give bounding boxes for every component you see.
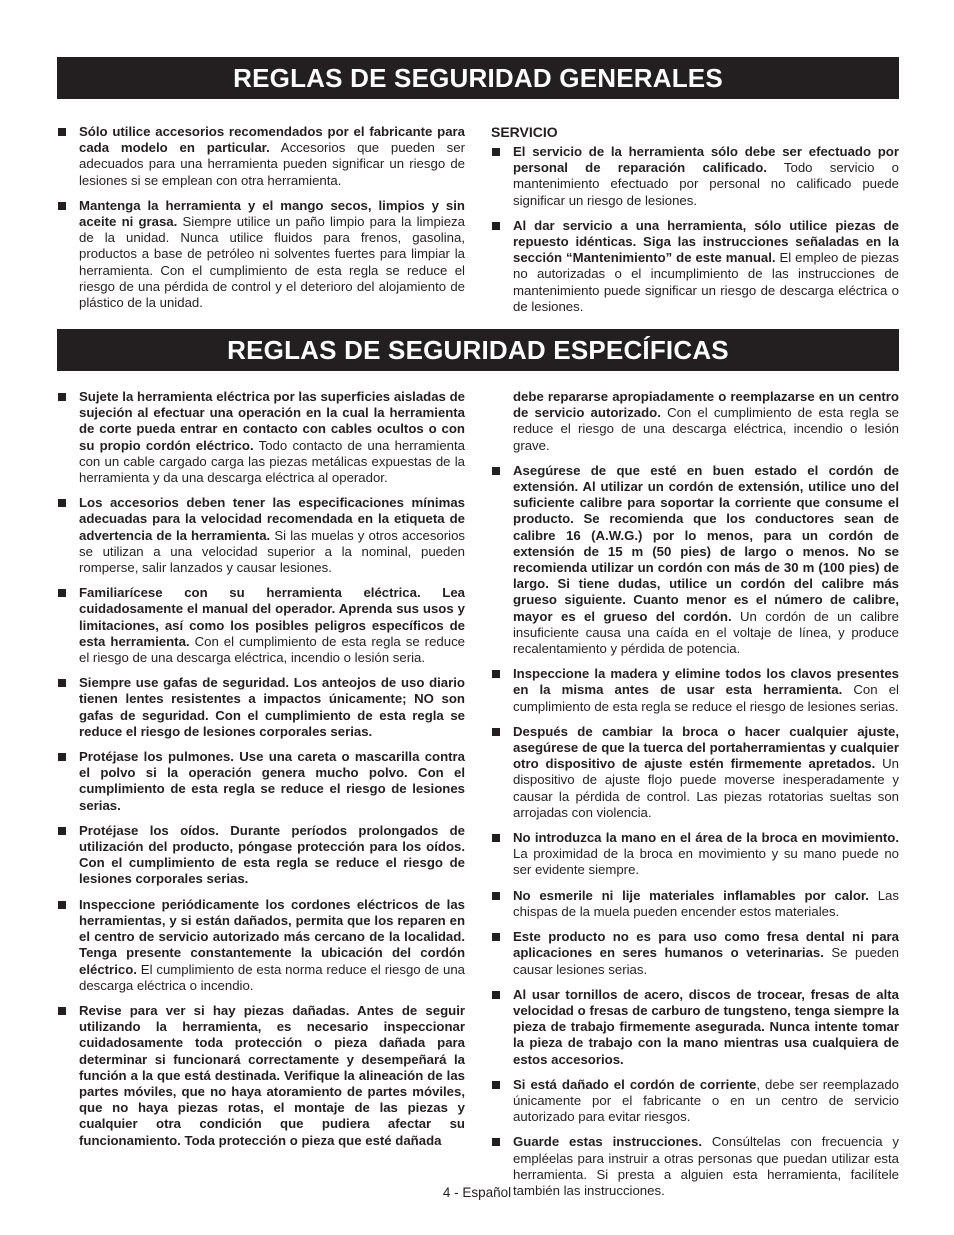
- list-item: El servicio de la herramienta sólo debe ser efectuado por personal de reparación calificado. Todo servicio o mantenimiento efectuado por personal no calificado puede significar un riesgo de lesiones.: [491, 144, 899, 209]
- list-item: Sólo utilice accesorios recomendados por el fabricante para cada modelo en particular. Accesorios que pueden ser adecuados para una herramienta pueden significar un riesgo de lesiones si se emplean con otra herramienta.: [57, 124, 465, 189]
- list-item: Revise para ver si hay piezas dañadas. Antes de seguir utilizando la herramienta, es necesario inspeccionar cuidadosamente toda protección o pieza dañada para determinar si funcionará correctamente y desempeñará la función a la que está destinada. Verifique la alineación de las partes móviles, que no haya atoramiento de partes móviles, que no haya piezas rotas, el montaje de las piezas y cualquier otra condición que pudiera afectar su funcionamiento. Toda protección o pieza que esté dañada: [57, 1003, 465, 1149]
- list-item: Los accesorios deben tener las especificaciones mínimas adecuadas para la velocidad recomendada en la etiqueta de advertencia de la herramienta. Si las muelas y otros accesorios se utilizan a una velocidad superior a la nominal, pueden romperse, salir lanzados y causar lesiones.: [57, 495, 465, 576]
- list-item: Sujete la herramienta eléctrica por las superficies aisladas de sujeción al efectuar una operación en la cual la herramienta de corte pueda entrar en contacto con cables ocultos o con su propio cordón eléctrico. Todo contacto de una herramienta con un cable cargado carga las piezas metálicas expuestas de la herramienta y da una descarga eléctrica al operador.: [57, 389, 465, 486]
- list-item: Después de cambiar la broca o hacer cualquier ajuste, asegúrese de que la tuerca del portaherramientas y cualquier otro dispositivo de ajuste estén firmemente apretados. Un dispositivo de ajuste flojo puede moverse inesperadamente y causar la pérdida de control. Las piezas rotatorias sueltas son arrojadas con violencia.: [491, 724, 899, 821]
- specific-rules-title: REGLAS DE SEGURIDAD ESPECÍFICAS: [57, 329, 899, 371]
- list-item: Asegúrese de que esté en buen estado el cordón de extensión. Al utilizar un cordón de extensión, utilice uno del suficiente calibre para soportar la corriente que consume el producto. Se recomienda que los conductores sean de calibre 16 (A.W.G.) por lo menos, para un cordón de extensión de 15 m (50 pies) de largo o menos. No se recomienda utilizar un cordón con más de 30 m (100 pies) de largo. Si tiene dudas, utilice un cordón del calibre más grueso siguiente. Cuanto menor es el número de calibre, mayor es el grueso del cordón. Un cordón de un calibre insuficiente causa una caída en el voltaje de línea, y produce recalentamiento y pérdida de potencia.: [491, 463, 899, 657]
- general-rules-title: REGLAS DE SEGURIDAD GENERALES: [57, 57, 899, 99]
- list-item-continuation: debe repararse apropiadamente o reemplazarse en un centro de servicio autorizado. Con el cumplimiento de esta regla se reduce el riesgo de una descarga eléctrica, incendio o lesión grave.: [513, 389, 900, 453]
- service-heading: SERVICIO: [491, 124, 558, 140]
- list-item: Al usar tornillos de acero, discos de trocear, fresas de alta velocidad o fresas de carburo de tungsteno, tenga siempre la pieza de trabajo firmemente asegurada. Nunca intente tomar la pieza de trabajo con la mano mientras usa cualquiera de estos accesorios.: [491, 987, 899, 1068]
- service-list: [491, 144, 899, 315]
- general-left-column: [57, 124, 465, 320]
- list-item: Protéjase los pulmones. Use una careta o mascarilla contra el polvo si la operación genera mucho polvo. Con el cumplimiento de esta regla se reduce el riesgo de lesiones serias.: [57, 749, 465, 814]
- list-item: Este producto no es para uso como fresa dental ni para aplicaciones en seres humanos o veterinarias. Se pueden causar lesiones serias.: [491, 929, 899, 978]
- list-item: Inspeccione la madera y elimine todos los clavos presentes en la misma antes de usar esta herramienta. Con el cumplimiento de esta regla se reduce el riesgo de lesiones serias.: [491, 666, 899, 715]
- specific-right-list: [491, 389, 899, 1199]
- specific-right-column: [491, 389, 899, 1208]
- list-item: Protéjase los oídos. Durante períodos prolongados de utilización del producto, póngase protección para los oídos. Con el cumplimiento de esta regla se reduce el riesgo de lesiones corporales serias.: [57, 823, 465, 888]
- service-column: [491, 124, 899, 324]
- specific-left-column: [57, 389, 465, 1158]
- list-item: Guarde estas instrucciones. Consúltelas con frecuencia y empléelas para instruir a otras personas que puedan utilizar esta herramienta. Si presta a alguien esta herramienta, facilítele también las instrucciones.: [491, 1134, 899, 1199]
- page-number: 4 - Español: [442, 1185, 512, 1200]
- general-left-list: [57, 124, 465, 311]
- list-item: Si está dañado el cordón de corriente, debe ser reemplazado únicamente por el fabricante o en un centro de servicio autorizado para evitar riesgos.: [491, 1077, 899, 1126]
- list-item: Inspeccione periódicamente los cordones eléctricos de las herramientas, y si están dañados, permita que los reparen en el centro de servicio autorizado más cercano de la localidad. Tenga presente constantemente la ubicación del cordón eléctrico. El cumplimiento de esta norma reduce el riesgo de una descarga eléctrica o incendio.: [57, 897, 465, 994]
- list-item: Mantenga la herramienta y el mango secos, limpios y sin aceite ni grasa. Siempre utilice un paño limpio para la limpieza de la unidad. Nunca utilice fluidos para frenos, gasolina, productos a base de petróleo ni solventes fuertes para limpiar la herramienta. Con el cumplimiento de esta regla se reduce el riesgo de una pérdida de control y el deterioro del alojamiento de plástico de la unidad.: [57, 198, 465, 311]
- list-item: Al dar servicio a una herramienta, sólo utilice piezas de repuesto idénticas. Siga las instrucciones señaladas en la sección “Mantenimiento” de este manual. El empleo de piezas no autorizadas o el incumplimiento de las instrucciones de mantenimiento puede significar un riesgo de descarga eléctrica o de lesiones.: [491, 218, 899, 315]
- list-item: Siempre use gafas de seguridad. Los anteojos de uso diario tienen lentes resistentes a impactos únicamente; NO son gafas de seguridad. Con el cumplimiento de esta regla se reduce el riesgo de lesiones corporales serias.: [57, 675, 465, 740]
- list-item: No esmerile ni lije materiales inflamables por calor. Las chispas de la muela pueden encender estos materiales.: [491, 888, 899, 920]
- specific-left-list: [57, 389, 465, 1149]
- list-item: Familiarícese con su herramienta eléctrica. Lea cuidadosamente el manual del operador. Aprenda sus usos y limitaciones, así como los posibles peligros específicos de esta herramienta. Con el cumplimiento de esta regla se reduce el riesgo de una descarga eléctrica, incendio o lesión seria.: [57, 585, 465, 666]
- list-item: No introduzca la mano en el área de la broca en movimiento. La proximidad de la broca en movimiento y su mano puede no ser evidente siempre.: [491, 830, 899, 879]
